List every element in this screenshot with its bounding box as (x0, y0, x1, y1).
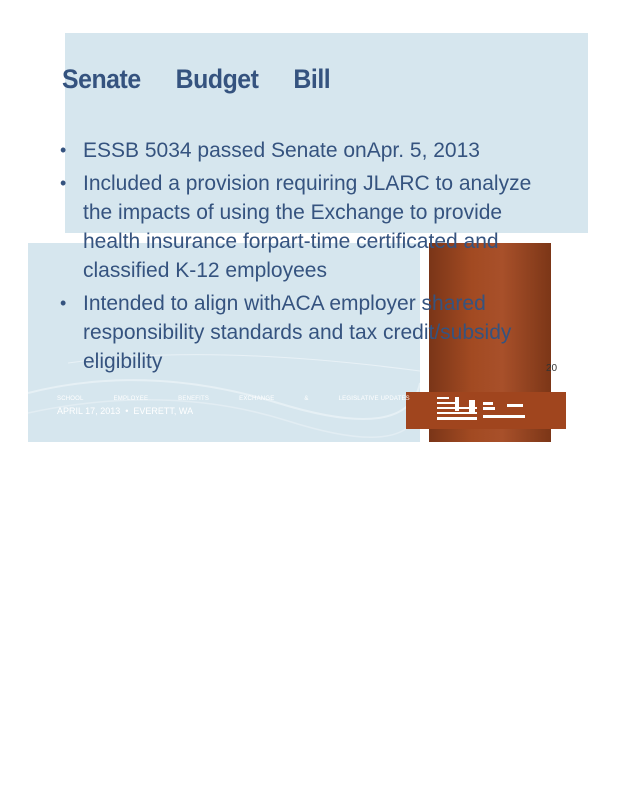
slide-title (62, 64, 365, 95)
title-word: Budget (175, 64, 259, 94)
bullet-list (60, 136, 550, 380)
footer-word: EXCHANGE (239, 396, 275, 402)
footer-location: EVERETT, WA (133, 406, 194, 416)
bullet-item: • Included a provision requiring JLARC to analyze the impacts of using the Exchange to provide health insurance forpart-time certificated and classified K-12 employees (60, 169, 550, 285)
footer-word: SCHOOL (57, 396, 84, 402)
footer-event-title (57, 396, 440, 402)
title-word: Senate (62, 64, 141, 94)
footer-word: EMPLOYEE (113, 396, 149, 402)
bullet-item: • Intended to align withACA employer shared responsibility standards and tax credit/subsidy eligibility (60, 289, 550, 376)
footer-word: LEGISLATIVE UPDATES (338, 396, 410, 402)
title-word: Bill (293, 64, 331, 94)
bullet-item: • ESSB 5034 passed Senate onApr. 5, 2013 (60, 136, 550, 165)
footer-separator: • (125, 406, 129, 416)
slide-number: 20 (546, 363, 558, 374)
footer-word: & (304, 396, 309, 402)
footer-word: BENEFITS (178, 396, 210, 402)
footer-date-location (57, 406, 193, 416)
footer-date: APRIL 17, 2013 (57, 406, 121, 416)
logo-icon (437, 396, 527, 424)
